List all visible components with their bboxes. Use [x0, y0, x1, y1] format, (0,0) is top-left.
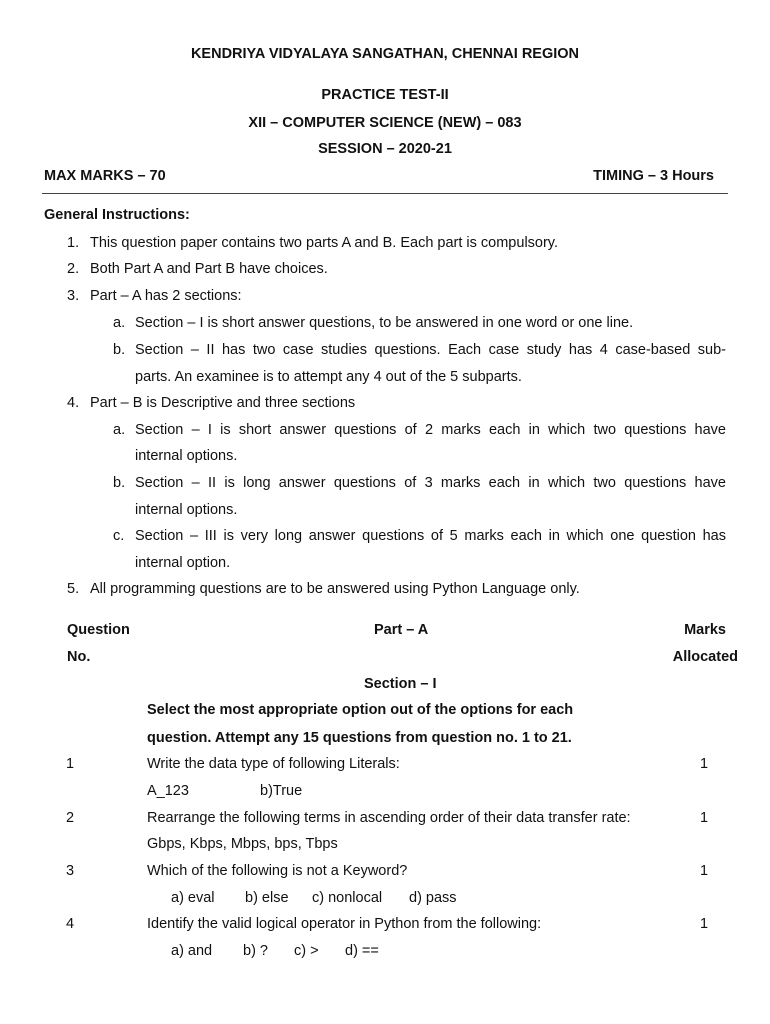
question-option: d) ==: [345, 943, 379, 959]
instruction-subitem: [113, 342, 125, 358]
question-option: c) nonlocal: [312, 890, 383, 906]
instruction-text-cont: internal option.: [135, 555, 231, 571]
test-title: PRACTICE TEST-II: [321, 87, 449, 103]
instruction-item: [67, 288, 242, 304]
instruction-text: Both Part A and Part B have choices.: [90, 261, 328, 277]
question-option: c) >: [294, 943, 319, 959]
question-col-header-2: No.: [67, 649, 91, 665]
instruction-item: [67, 395, 356, 411]
question-marks: 1: [700, 916, 709, 932]
instructions-title: General Instructions:: [44, 207, 190, 223]
question-text: Rearrange the following terms in ascending order of their data transfer rate:: [147, 810, 631, 826]
instruction-text: Section – II is long answer questions of 3 marks each in which two questions have: [135, 475, 726, 491]
instruction-letter: c.: [113, 528, 125, 544]
instruction-letter: a.: [113, 315, 126, 331]
question-option: b)True: [260, 783, 303, 799]
instruction-number: 1.: [67, 235, 80, 251]
instruction-letter: a.: [113, 422, 126, 438]
instruction-text: All programming questions are to be answered using Python Language only.: [90, 581, 580, 597]
instruction-subitem: [113, 475, 125, 491]
section-title: Section – I: [364, 676, 437, 692]
question-marks: 1: [700, 756, 709, 772]
instruction-subitem: [113, 422, 125, 438]
marks-col-header: Marks: [684, 622, 726, 638]
question-option: b) else: [245, 890, 289, 906]
instruction-item: [67, 235, 559, 251]
instruction-text: Section – III is very long answer questions of 5 marks each in which one question has: [135, 528, 726, 544]
instruction-text-cont: parts. An examinee is to attempt any 4 out of the 5 subparts.: [135, 369, 522, 385]
instruction-text-cont: internal options.: [135, 502, 238, 518]
instruction-number: 2.: [67, 261, 80, 277]
instruction-number: 5.: [67, 581, 80, 597]
instruction-number: 3.: [67, 288, 80, 304]
instruction-text: Part – B is Descriptive and three sections: [90, 395, 356, 411]
question-option: a) and: [171, 943, 213, 959]
question-number: 2: [66, 810, 75, 826]
instruction-text: Section – I is short answer questions, to be answered in one word or one line.: [135, 315, 634, 331]
timing: TIMING – 3 Hours: [593, 168, 714, 184]
instruction-subitem: [113, 528, 124, 544]
question-option: d) pass: [409, 890, 457, 906]
instruction-text-cont: internal options.: [135, 448, 238, 464]
instruction-item: [67, 581, 580, 597]
question-number: 1: [66, 756, 75, 772]
header-divider: [42, 193, 728, 194]
max-marks: MAX MARKS – 70: [44, 168, 166, 184]
question-text-line2: Gbps, Kbps, Mbps, bps, Tbps: [147, 836, 338, 852]
instruction-text: Section – II has two case studies questions. Each case study has 4 case-based sub-: [135, 342, 726, 358]
instruction-letter: b.: [113, 475, 126, 491]
question-col-header: Question: [67, 622, 130, 638]
part-title: Part – A: [374, 622, 429, 638]
question-marks: 1: [700, 810, 709, 826]
question-text: Write the data type of following Literals:: [147, 756, 400, 772]
instruction-number: 4.: [67, 395, 80, 411]
question-option: a) eval: [171, 890, 215, 906]
direction-line-2: question. Attempt any 15 questions from question no. 1 to 21.: [147, 730, 572, 746]
instruction-text: This question paper contains two parts A and B. Each part is compulsory.: [90, 235, 559, 251]
direction-line-1: Select the most appropriate option out of the options for each: [147, 702, 574, 718]
question-number: 3: [66, 863, 75, 879]
instruction-letter: b.: [113, 342, 126, 358]
instruction-item: [67, 261, 328, 277]
question-text: Identify the valid logical operator in Python from the following:: [147, 916, 542, 932]
question-marks: 1: [700, 863, 709, 879]
instruction-subitem: [113, 315, 634, 331]
marks-col-header-2: Allocated: [672, 649, 738, 665]
question-number: 4: [66, 916, 75, 932]
subject-title: XII – COMPUTER SCIENCE (NEW) – 083: [248, 115, 522, 131]
instruction-text: Section – I is short answer questions of 2 marks each in which two questions have: [135, 422, 726, 438]
instruction-text: Part – A has 2 sections:: [90, 288, 242, 304]
question-option: A_123: [147, 783, 189, 799]
org-heading: KENDRIYA VIDYALAYA SANGATHAN, CHENNAI REGION: [190, 46, 580, 62]
question-text: Which of the following is not a Keyword?: [147, 863, 408, 879]
question-option: b) ?: [243, 943, 268, 959]
session-title: SESSION – 2020-21: [318, 141, 452, 157]
